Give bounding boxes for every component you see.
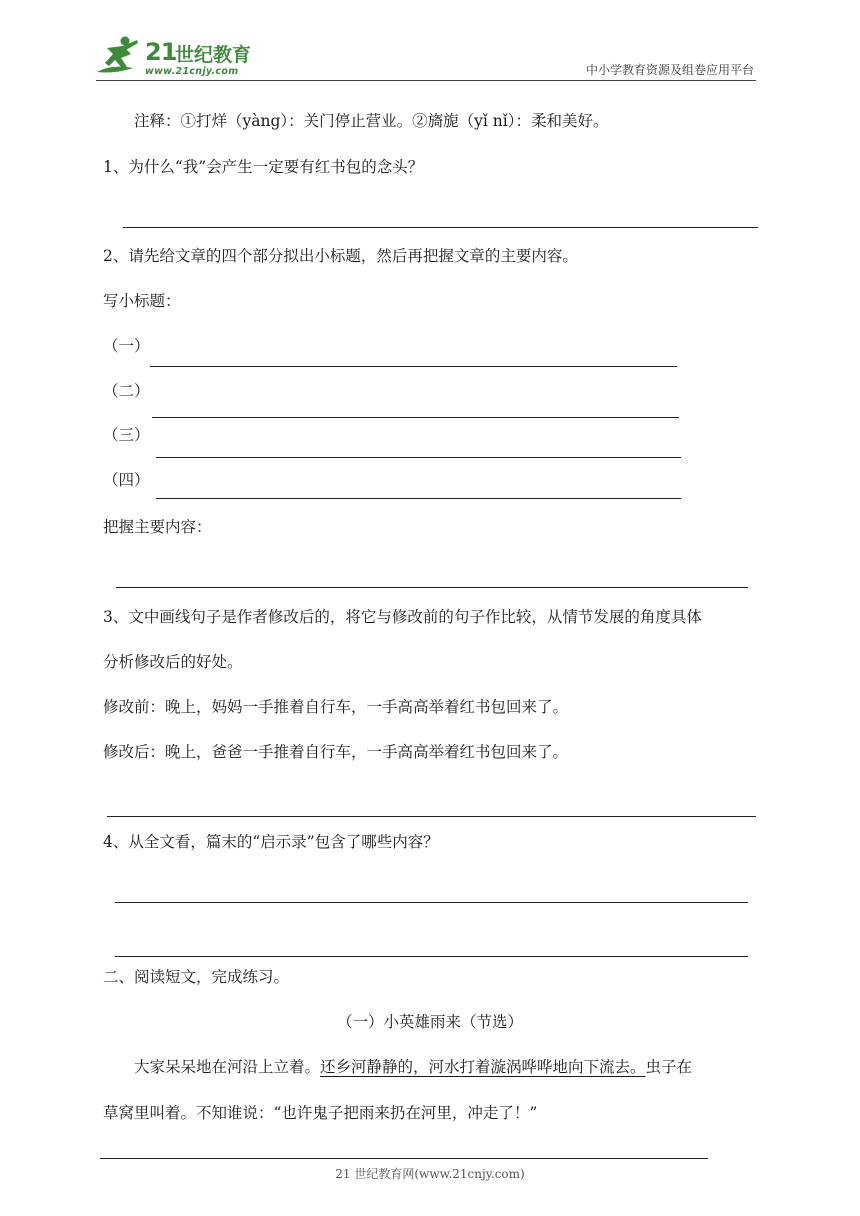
logo-number: 21 [145, 38, 177, 66]
part-1-label: （一） [103, 337, 150, 355]
section-2-heading: 二、阅读短文，完成练习。 [103, 968, 290, 986]
sentence-before: 修改前：晚上，妈妈一手推着自行车，一手高高举着红书包回来了。 [103, 698, 569, 716]
answer-line-part-2[interactable] [152, 417, 679, 418]
answer-line-q4-1[interactable] [115, 902, 748, 903]
answer-line-main-content[interactable] [116, 587, 748, 588]
passage-text-continued: 虫子在 [645, 1058, 693, 1076]
answer-line-q3[interactable] [107, 816, 756, 817]
logo-url: www.21cnjy.com [145, 66, 239, 77]
answer-line-q4-2[interactable] [115, 956, 748, 957]
part-3-label: （三） [103, 426, 150, 444]
part-4-label: （四） [103, 471, 150, 489]
question-3-line-1: 3、文中画线句子是作者修改后的，将它与修改前的句子作比较，从情节发展的角度具体 [103, 608, 702, 626]
question-1: 1、为什么“我”会产生一定要有红书包的念头？ [103, 158, 424, 176]
part-2-label: （二） [103, 382, 150, 400]
passage-paragraph-line-1 [134, 1057, 692, 1077]
passage-text: 大家呆呆地在河沿上立着。 [134, 1058, 321, 1076]
passage-title: （一）小英雄雨来（节选） [336, 1013, 523, 1031]
question-2: 2、请先给文章的四个部分拟出小标题，然后再把握文章的主要内容。 [103, 247, 578, 265]
platform-name: 中小学教育资源及组卷应用平台 [585, 63, 754, 77]
question-3-line-2: 分析修改后的好处。 [103, 653, 243, 671]
footer-text: 21 世纪教育网(www.21cnjy.com) [335, 1167, 525, 1181]
runner-logo-icon [93, 34, 145, 80]
underlined-sentence: 还乡河静静的，河水打着漩涡哗哗地向下流去。 [320, 1058, 646, 1076]
annotation-note: 注释：①打烊（yàng）：关门停止营业。②旖旎（yǐ nǐ）：柔和美好。 [134, 112, 609, 130]
footer-divider [100, 1158, 708, 1159]
question-4: 4、从全文看，篇末的“启示录”包含了哪些内容？ [103, 833, 439, 851]
answer-line-part-3[interactable] [156, 457, 681, 458]
header-divider [96, 80, 756, 81]
logo [93, 34, 268, 80]
answer-line-q1[interactable] [123, 227, 758, 228]
write-subtitles-label: 写小标题： [103, 292, 181, 310]
passage-paragraph-line-2: 草窝里叫着。不知谁说：“也许鬼子把雨来扔在河里，冲走了！” [103, 1104, 538, 1122]
main-content-label: 把握主要内容： [103, 518, 212, 536]
sentence-after: 修改后：晚上，爸爸一手推着自行车，一手高高举着红书包回来了。 [103, 743, 569, 761]
answer-line-part-4[interactable] [156, 498, 681, 499]
logo-text: 世纪教育 [175, 44, 252, 66]
answer-line-part-1[interactable] [150, 366, 677, 367]
